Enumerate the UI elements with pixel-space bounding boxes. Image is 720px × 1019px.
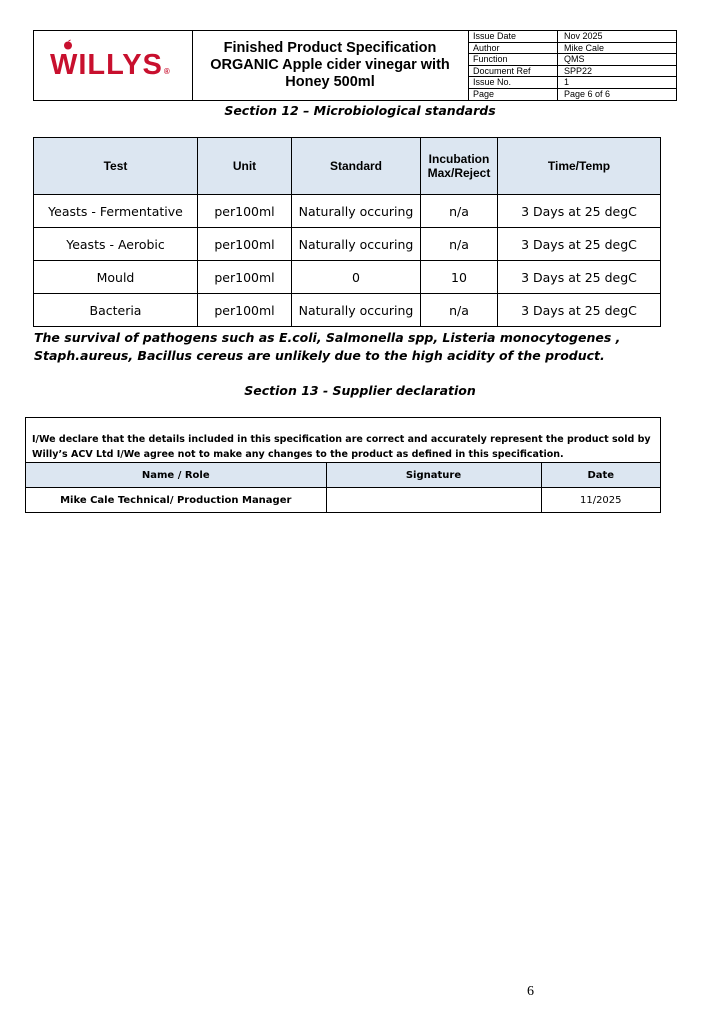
page-number: 6 — [527, 984, 534, 999]
cell-standard: Naturally occuring — [292, 294, 421, 327]
meta-key: Issue No. — [468, 77, 558, 88]
meta-key: Author — [468, 43, 558, 54]
cell-max-reject: n/a — [421, 228, 498, 261]
cell-standard: Naturally occuring — [292, 195, 421, 228]
document-title — [192, 31, 469, 100]
cell-test: Bacteria — [34, 294, 198, 327]
cell-unit: per100ml — [198, 294, 292, 327]
meta-row — [468, 77, 676, 89]
logo-cell — [34, 31, 193, 100]
meta-value: 1 — [564, 77, 570, 87]
meta-key: Issue Date — [468, 31, 558, 42]
table-header-row — [26, 463, 660, 488]
meta-value: Mike Cale — [564, 42, 605, 53]
header-line: Max/Reject — [427, 166, 491, 180]
col-header-signature: Signature — [326, 463, 541, 488]
pathogen-note: The survival of pathogens such as E.coli, Salmonella spp, Listeria monocytogenes , Staph.aureus, Bacillus cereus are unlikely due to the high acidity of the product. — [34, 330, 621, 363]
meta-key: Document Ref — [468, 66, 558, 77]
cell-unit: per100ml — [198, 228, 292, 261]
meta-row — [468, 66, 676, 78]
microbiological-table — [33, 137, 661, 327]
table-row — [34, 261, 661, 294]
cell-time-temp: 3 Days at 25 degC — [498, 228, 661, 261]
document-header — [33, 30, 677, 101]
cell-test: Yeasts - Fermentative — [34, 195, 198, 228]
meta-value: SPP22 — [564, 65, 593, 76]
table-header-row — [34, 138, 661, 195]
col-header-standard: Standard — [292, 138, 421, 195]
meta-row — [468, 54, 676, 66]
title-line: Honey 500ml — [285, 74, 375, 90]
cell-signature — [326, 488, 541, 513]
meta-row — [468, 43, 676, 55]
section-12-title: Section 12 – Microbiological standards — [224, 103, 496, 118]
brand-logo: WILLYS® — [50, 49, 171, 81]
header-line: Incubation — [428, 152, 490, 166]
cell-time-temp: 3 Days at 25 degC — [498, 195, 661, 228]
meta-value: Page 6 of 6 — [564, 88, 611, 99]
cell-unit: per100ml — [198, 195, 292, 228]
cell-standard: 0 — [292, 261, 421, 294]
document-meta-table — [468, 31, 676, 100]
title-line: Finished Product Specification — [223, 40, 437, 56]
cell-test: Mould — [34, 261, 198, 294]
cell-unit: per100ml — [198, 261, 292, 294]
cell-max-reject: n/a — [421, 195, 498, 228]
cell-test: Yeasts - Aerobic — [34, 228, 198, 261]
table-row — [26, 488, 660, 513]
table-row — [34, 294, 661, 327]
col-header-name-role: Name / Role — [26, 463, 326, 488]
table-row — [34, 228, 661, 261]
table-row — [34, 195, 661, 228]
cell-time-temp: 3 Days at 25 degC — [498, 294, 661, 327]
cell-time-temp: 3 Days at 25 degC — [498, 261, 661, 294]
meta-key: Page — [468, 89, 558, 101]
cell-max-reject: n/a — [421, 294, 498, 327]
meta-row — [468, 31, 676, 43]
col-header-unit: Unit — [198, 138, 292, 195]
cell-name-role: Mike Cale Technical/ Production Manager — [26, 488, 326, 513]
meta-value: QMS — [564, 54, 585, 64]
declaration-text: I/We declare that the details included in this specification are correct and accurately represent the product sold by Willy’s ACV Ltd I/We agree not to make any changes to the product as defined in this specification. — [26, 418, 660, 463]
meta-row — [468, 89, 676, 101]
meta-value: Nov 2025 — [564, 31, 603, 41]
title-line: ORGANIC Apple cider vinegar with — [210, 57, 450, 73]
declaration-sign-table — [26, 463, 660, 512]
cell-max-reject: 10 — [421, 261, 498, 294]
cell-date: 11/2025 — [579, 494, 622, 506]
col-header-test: Test — [34, 138, 198, 195]
cell-standard: Naturally occuring — [292, 228, 421, 261]
col-header-time-temp: Time/Temp — [498, 138, 661, 195]
col-header-date: Date — [541, 463, 660, 488]
col-header-incubation — [421, 138, 498, 195]
section-13-title: Section 13 - Supplier declaration — [244, 383, 476, 398]
supplier-declaration-box — [25, 417, 661, 513]
meta-key: Function — [468, 54, 558, 65]
